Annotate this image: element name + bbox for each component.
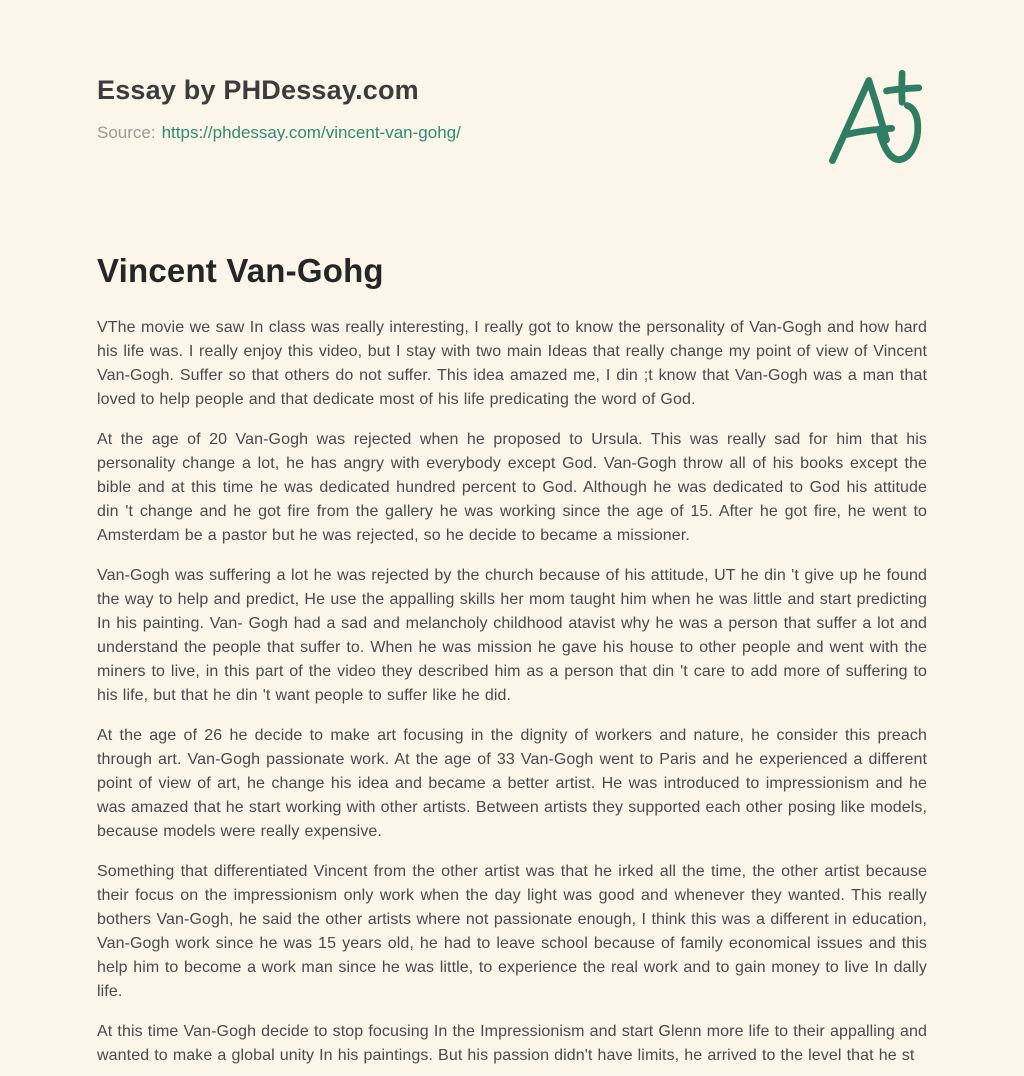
essay-paragraph-5: Something that differentiated Vincent from the other artist was that he irked all the time, the other artist because their focus on the impressionism only work when the day light was good and whenever they wanted. This really bothers Van-Gogh, he said the other artists where not passionate enough, I think this was a different in education, Van-Gogh work since he was 15 years old, he had to leave school because of family economical issues and this help him to become a work man since he was little, to experience the real work and to gain money to live In dally life. (97, 863, 927, 1000)
a-plus-logo-icon (821, 66, 925, 170)
essay-paragraph-2: At the age of 20 Van-Gogh was rejected when he proposed to Ursula. This was really sad for him that his personality change a lot, he has angry with everybody except God. Van-Gogh throw all of his books except the bible and at this time he was dedicated hundred percent to God. Although he was dedicated to God his attitude din 't change and he got fire from the gallery he was working since the age of 15. After he got fire, he went to Amsterdam be a pastor but he was rejected, so he decide to became a missioner. (97, 431, 927, 544)
essay-body (97, 316, 927, 1068)
essay-title: Vincent Van-Gohg (97, 252, 384, 289)
header-text-block (97, 74, 461, 144)
essay-paragraph-6: At this time Van-Gogh decide to stop focusing In the Impressionism and start Glenn more life to their appalling and wanted to make a global unity In his paintings. But his passion didn't have limits, he arrived to the level that he st (97, 1023, 927, 1064)
source-url-link[interactable]: https://phdessay.com/vincent-van-gohg/ (161, 123, 461, 143)
source-label: Source: (97, 123, 156, 143)
source-line (97, 122, 461, 144)
essay-paragraph-4: At the age of 26 he decide to make art focusing in the dignity of workers and nature, he consider this preach through art. Van-Gogh passionate work. At the age of 33 Van-Gogh went to Paris and he experienced a different point of view of art, he change his idea and became a better artist. He was introduced to impressionism and he was amazed that he start working with other artists. Between artists they supported each other posing like models, because models were really expensive. (97, 727, 927, 840)
essay-paragraph-3: Van-Gogh was suffering a lot he was rejected by the church because of his attitude, UT he din 't give up he found the way to help and predict, He use the appalling skills her mom taught him when he was little and start predicting In his painting. Van- Gogh had a sad and melancholy childhood atavist why he was a person that suffer a lot and understand the people that suffer to. When he was mission he gave his house to other people and went with the miners to live, in this part of the video they described him as a person that din 't care to add more of suffering to his life, but that he din 't want people to suffer like he did. (97, 567, 927, 704)
page-header (97, 0, 927, 170)
brand-title: Essay by PHDessay.com (97, 75, 419, 105)
essay-paragraph-1: VThe movie we saw In class was really interesting, I really got to know the personality of Van-Gogh and how hard his life was. I really enjoy this video, but I stay with two main Ideas that really change my point of view of Vincent Van-Gogh. Suffer so that others do not suffer. This idea amazed me, I din ;t know that Van-Gogh was a man that loved to help people and that dedicate most of his life predicating the word of God. (97, 319, 927, 408)
